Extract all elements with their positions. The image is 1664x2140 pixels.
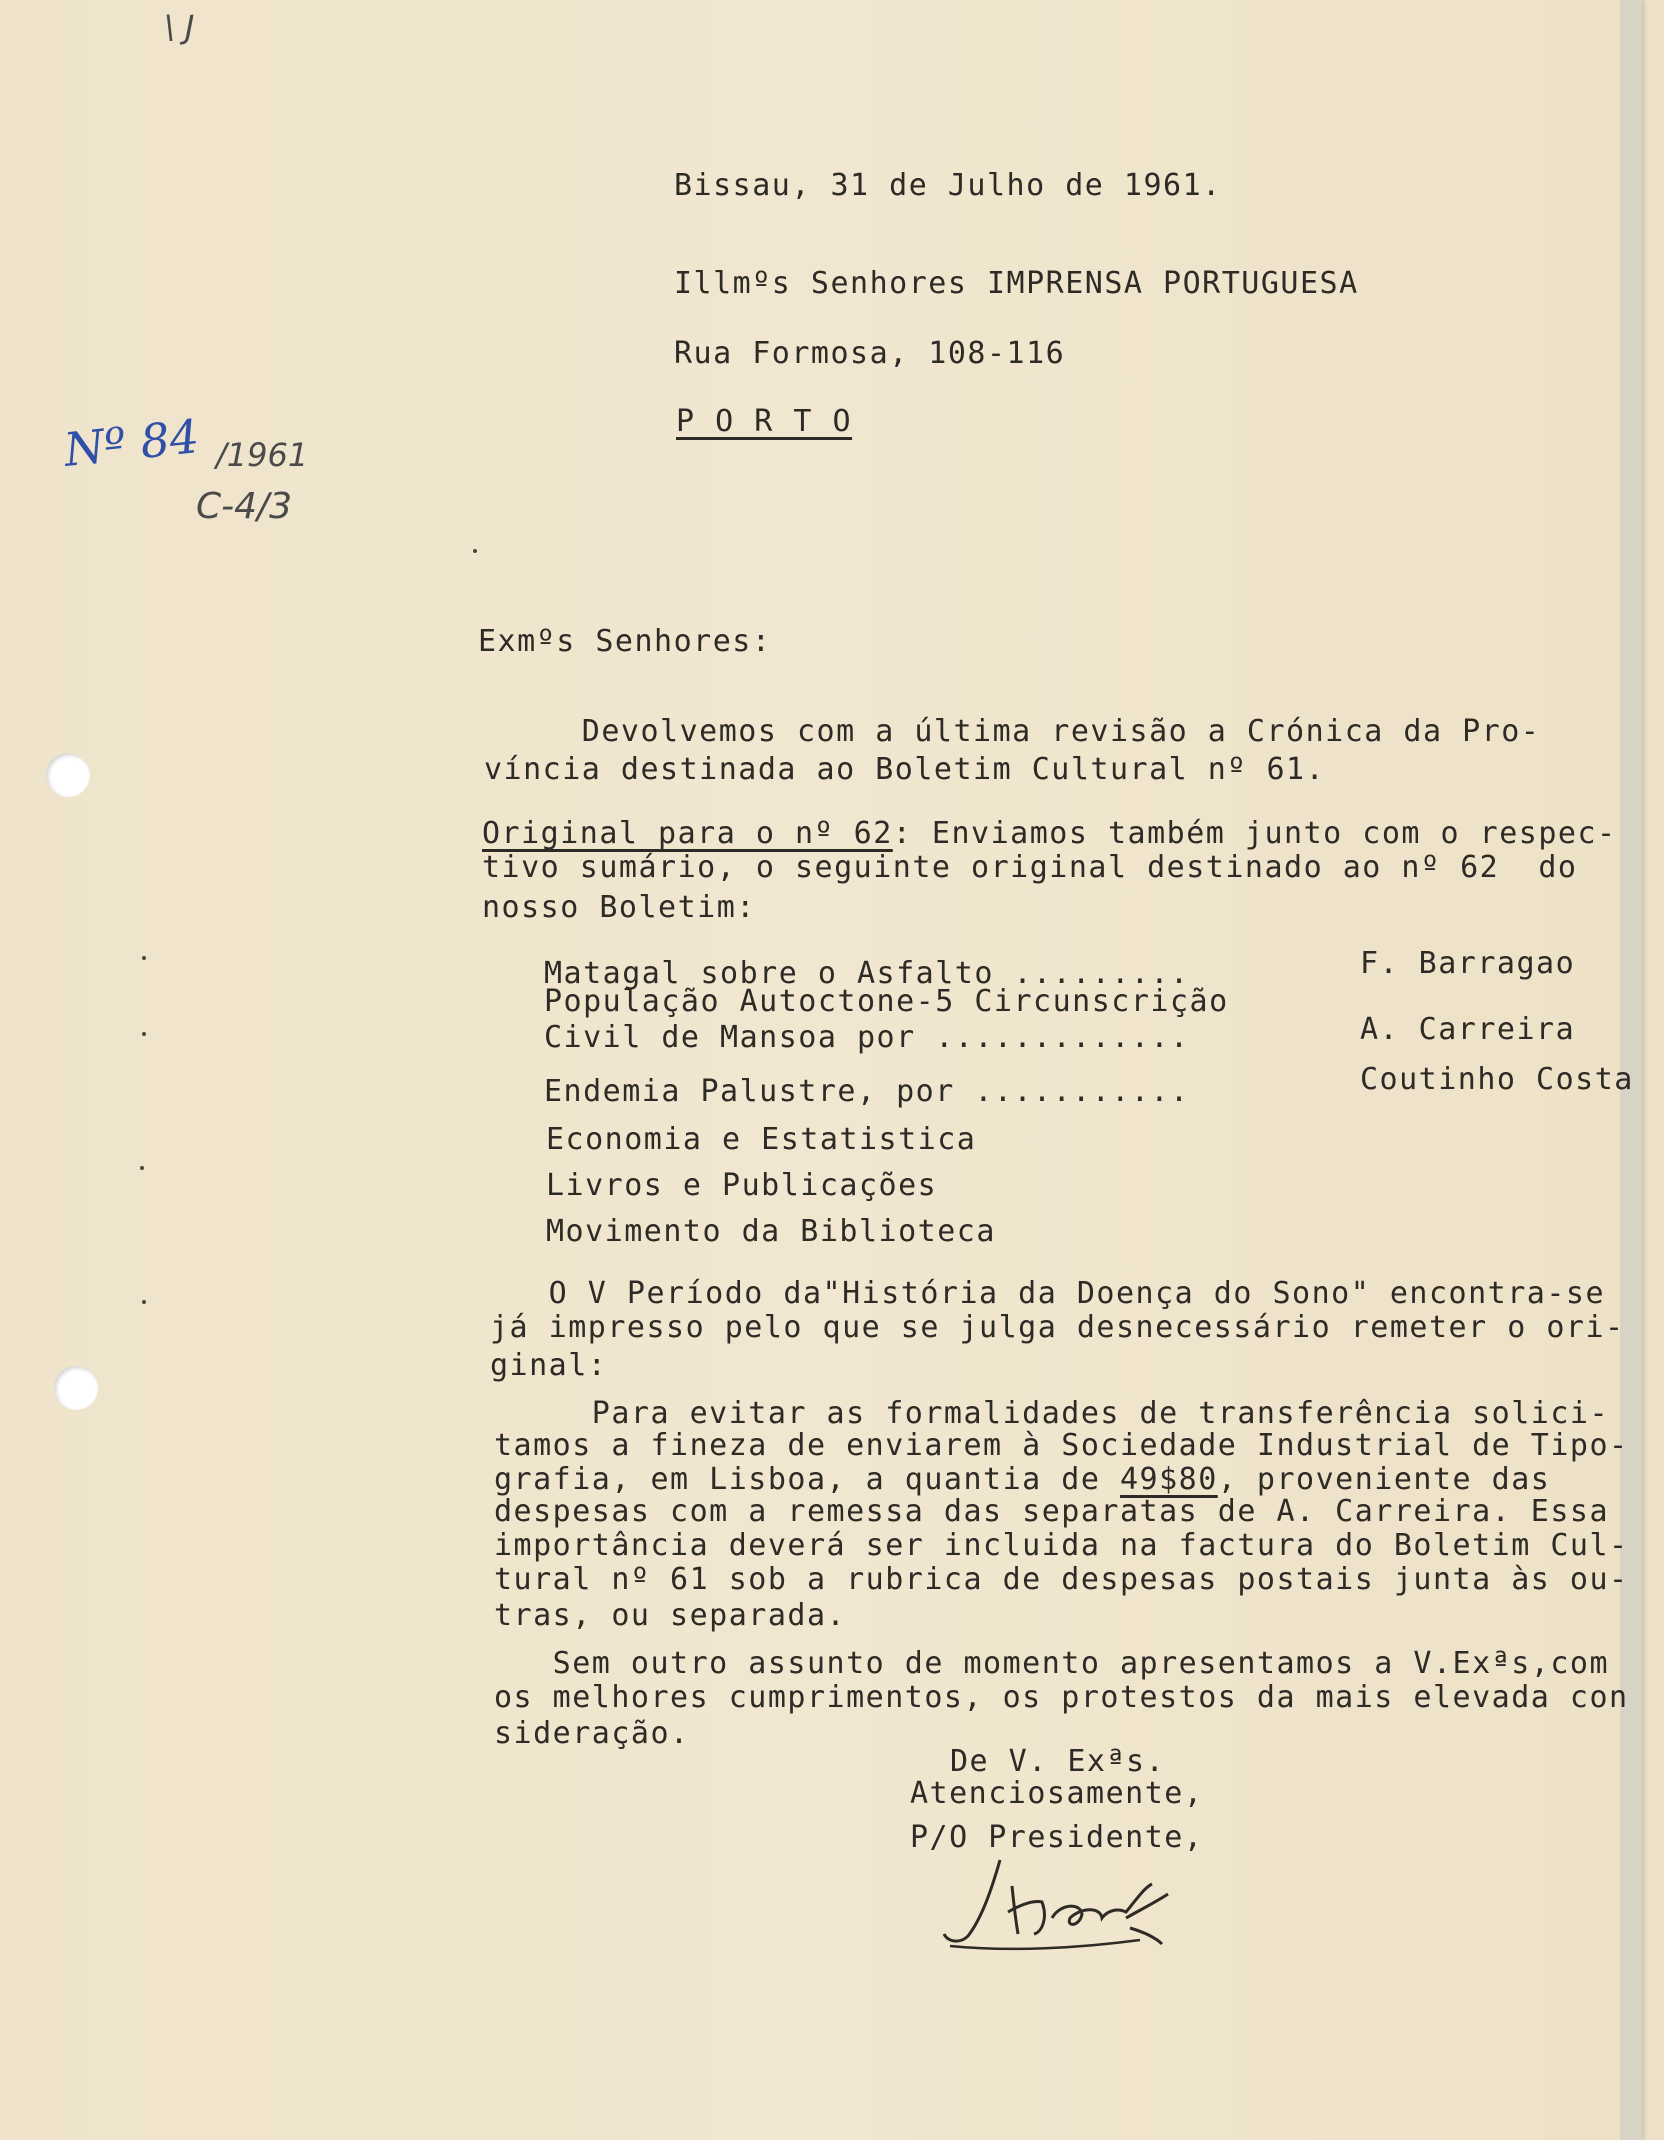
contents-title: Matagal sobre o Asfalto .........: [544, 956, 1190, 991]
recipient-city: P O R T O: [676, 404, 853, 439]
paragraph-1-line: víncia destinada ao Boletim Cultural nº 61.: [484, 752, 1326, 787]
signature: [930, 1848, 1190, 1958]
paragraph-4-line: despesas com a remessa das separatas de A. Carreira. Essa: [494, 1494, 1610, 1529]
paragraph-4-line: tamos a fineza de enviarem à Sociedade Industrial de Tipo-: [494, 1428, 1629, 1463]
closing-line-1: De V. Exªs.: [950, 1744, 1166, 1779]
amount: 49$80: [1119, 1462, 1218, 1497]
paragraph-2-line: Original para o nº 62: Enviamos também junto com o respec-: [482, 816, 1617, 851]
salutation: Exmºs Senhores:: [478, 624, 772, 659]
paragraph-4-line: Para evitar as formalidades de transferência solici-: [494, 1396, 1610, 1431]
contents-title: Civil de Mansoa por .............: [544, 1020, 1190, 1055]
contents-author: F. Barragao: [1360, 946, 1576, 981]
paragraph-2-line: nosso Boletim:: [482, 890, 756, 925]
speck: [142, 1300, 146, 1304]
punch-hole: [54, 1366, 98, 1410]
contents-author: Coutinho Costa: [1360, 1062, 1634, 1097]
recipient-line-1: Illmºs Senhores IMPRENSA PORTUGUESA: [674, 266, 1359, 301]
paragraph-4-line: grafia, em Lisboa, a quantia de 49$80, proveniente das: [494, 1462, 1551, 1497]
paragraph-4-line: importância deverá ser incluida na factura do Boletim Cul-: [494, 1528, 1629, 1563]
recipient-line-2: Rua Formosa, 108-116: [674, 336, 1066, 371]
original-62-heading: Original para o nº 62: [482, 816, 893, 851]
paragraph-1-line: Devolvemos com a última revisão a Crónica da Pro-: [484, 714, 1541, 749]
contents-title: Economia e Estatistica: [546, 1122, 977, 1157]
paragraph-3-line: ginal:: [490, 1348, 608, 1383]
margin-note-number: Nº 84: [61, 409, 202, 477]
letter-date: Bissau, 31 de Julho de 1961.: [674, 168, 1222, 203]
contents-title: Livros e Publicações: [546, 1168, 938, 1203]
speck: [473, 549, 477, 553]
paragraph-3-line: O V Período da"História da Doença do Sono" encontra-se: [490, 1276, 1606, 1311]
corner-mark: \ J: [164, 8, 195, 46]
paragraph-4-line: tras, ou separada.: [494, 1598, 847, 1633]
contents-author: A. Carreira: [1360, 1012, 1576, 1047]
speck: [142, 956, 146, 960]
contents-title: Endemia Palustre, por ...........: [544, 1074, 1190, 1109]
paragraph-2-line: tivo sumário, o seguinte original destinado ao nº 62 do: [482, 850, 1578, 885]
contents-title: População Autoctone-5 Circunscrição: [544, 984, 1229, 1019]
punch-hole: [46, 753, 90, 797]
contents-title: Movimento da Biblioteca: [546, 1214, 996, 1249]
closing-line-3: P/O Presidente,: [910, 1820, 1204, 1855]
margin-note-file-ref: C-4/3: [196, 486, 293, 527]
paragraph-4-line: tural nº 61 sob a rubrica de despesas postais junta às ou-: [494, 1562, 1629, 1597]
paragraph-5-line: sideração.: [494, 1716, 690, 1751]
speck: [142, 1032, 146, 1036]
paragraph-5-line: os melhores cumprimentos, os protestos da mais elevada con: [494, 1680, 1629, 1715]
margin-note-year: /1961: [216, 436, 309, 474]
speck: [140, 1166, 144, 1170]
paragraph-3-line: já impresso pelo que se julga desnecessário remeter o ori-: [490, 1310, 1625, 1345]
closing-line-2: Atenciosamente,: [910, 1776, 1204, 1811]
paragraph-5-line: Sem outro assunto de momento apresentamos a V.Exªs,com: [494, 1646, 1610, 1681]
